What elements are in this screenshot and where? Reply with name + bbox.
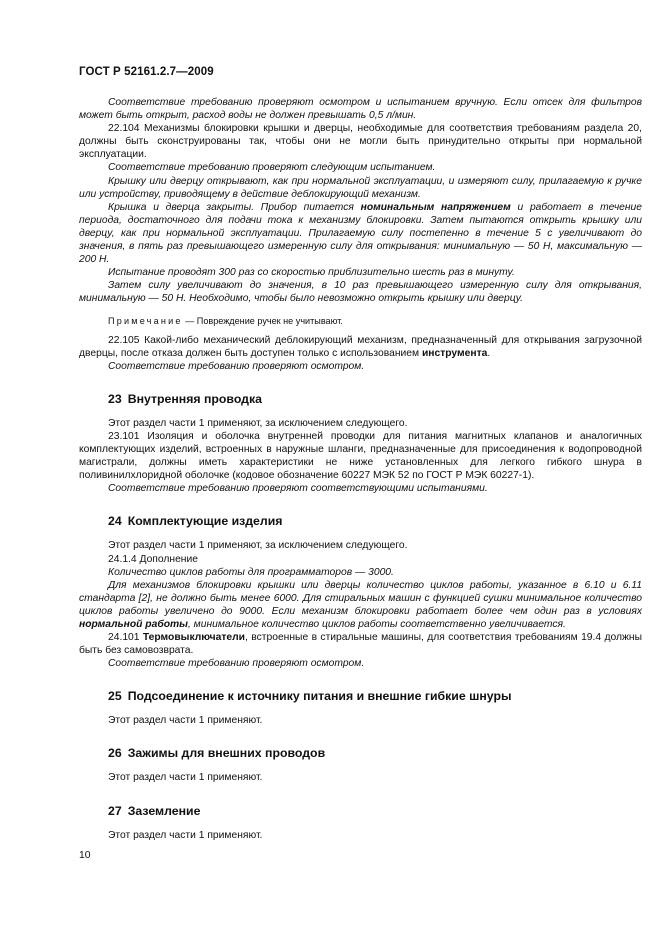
paragraph: 24.101 Термовыключатели, встроенные в стиральные машины, для соответствия требованиям 19.4 должны быть без самовозврата. [79, 632, 642, 657]
paragraph: 24.1.4 Дополнение [108, 553, 198, 565]
paragraph: Этот раздел части 1 применяют. [108, 715, 263, 727]
paragraph: Соответствие требованию проверяют следующим испытанием. [108, 162, 436, 174]
paragraph: Количество циклов работы для программаторов — 3000. [108, 566, 394, 578]
note-label: Примечание [108, 315, 183, 326]
paragraph: Испытание проводят 300 раз со скоростью приблизительно шесть раз в минуту. [108, 267, 515, 279]
paragraph: Крышка и дверца закрыты. Прибор питается номинальным напряжением и работает в течение периода, достаточного для подачи тока к механизму блокировки. Затем пытаются открыть крышку или дверцу, как при нормальной эксплуатации. Прилагаемую силу постепенно в течение 5 с увеличивают до значения, в пять раз превышающего измеренную силу для открывания: минимальную — 50 Н, максимальную — 200 Н. [79, 201, 643, 266]
paragraph: Соответствие требованию проверяют осмотром. [108, 658, 365, 670]
section-heading-27: 27 Заземление [108, 803, 201, 818]
section-heading-24: 24 Комплектующие изделия [108, 514, 283, 529]
term-rated-voltage: номинальным напряжением [360, 201, 511, 213]
term-tool: инструмента [421, 347, 488, 359]
document-body [79, 96, 642, 842]
paragraph: Крышку или дверцу открывают, как при нормальной эксплуатации, и измеряют силу, прилагаемую к ручке или устройству, приводящему в действие деблокирующий механизм. [79, 175, 642, 200]
term-thermal-cutouts: Термовыключатели [142, 632, 246, 644]
paragraph: Соответствие требованию проверяют соответствующими испытаниями. [108, 483, 488, 495]
paragraph: Затем силу увеличивают до значения, в 10 раз превышающего измеренную силу для открывания, минимальную — 50 Н. Необходимо, чтобы было невозможно открыть крышку или дверцу. [79, 280, 642, 305]
document-header: ГОСТ Р 52161.2.7—2009 [79, 66, 214, 78]
paragraph: 22.104 Механизмы блокировки крышки и дверцы, необходимые для соответствия требованиям раздела 20, должны быть сконструированы так, чтобы они не могли быть принудительно открыты при нормальной эксплуатации. [79, 123, 642, 161]
page-number: 10 [79, 850, 91, 861]
note: Примечание — Повреждение ручек не учитывают. [108, 315, 343, 326]
paragraph: Для механизмов блокировки крышки или дверцы количество циклов работы, указанное в 6.10 и 6.11 стандарта [2], не должно быть менее 6000. Для стиральных машин с функцией сушки минимальное количество циклов работы увеличено до 9000. Если механизм блокировки работает более чем один раз в условиях нормальной работы, минимальное количество циклов работы соответственно увеличивается. [79, 579, 642, 630]
section-heading-25: 25 Подсоединение к источнику питания и внешние гибкие шнуры [108, 689, 512, 704]
paragraph: 23.101 Изоляция и оболочка внутренней проводки для питания магнитных клапанов и аналогичных комплектующих изделий, встроенных в наружные шланги, предназначенные для присоединения к водопроводной магистрали, должны иметь характеристики не ниже установленных для легкого гибкого шнура в поливинилхлоридной оболочке (кодовое обозначение 60227 МЭК 52 по ГОСТ Р МЭК 60227-1). [79, 430, 642, 482]
paragraph: Этот раздел части 1 применяют. [108, 829, 263, 841]
term-normal-operation: нормальной работы [79, 619, 188, 630]
paragraph: Соответствие требованию проверяют осмотром. [108, 360, 365, 372]
section-heading-26: 26 Зажимы для внешних проводов [108, 746, 326, 761]
paragraph: Этот раздел части 1 применяют. [108, 772, 263, 784]
paragraph: Этот раздел части 1 применяют, за исключением следующего. [108, 540, 408, 552]
paragraph: 22.105 Какой-либо механический деблокирующий механизм, предназначенный для открывания загрузочной дверцы, после отказа должен быть доступен только с использованием инструмента. [79, 334, 642, 359]
section-heading-23: 23 Внутренняя проводка [108, 391, 262, 406]
paragraph: Соответствие требованию проверяют осмотром и испытанием вручную. Если отсек для фильтров может быть открыт, расход воды не должен превышать 0,5 л/мин. [79, 97, 642, 122]
paragraph: Этот раздел части 1 применяют, за исключением следующего. [108, 417, 408, 429]
